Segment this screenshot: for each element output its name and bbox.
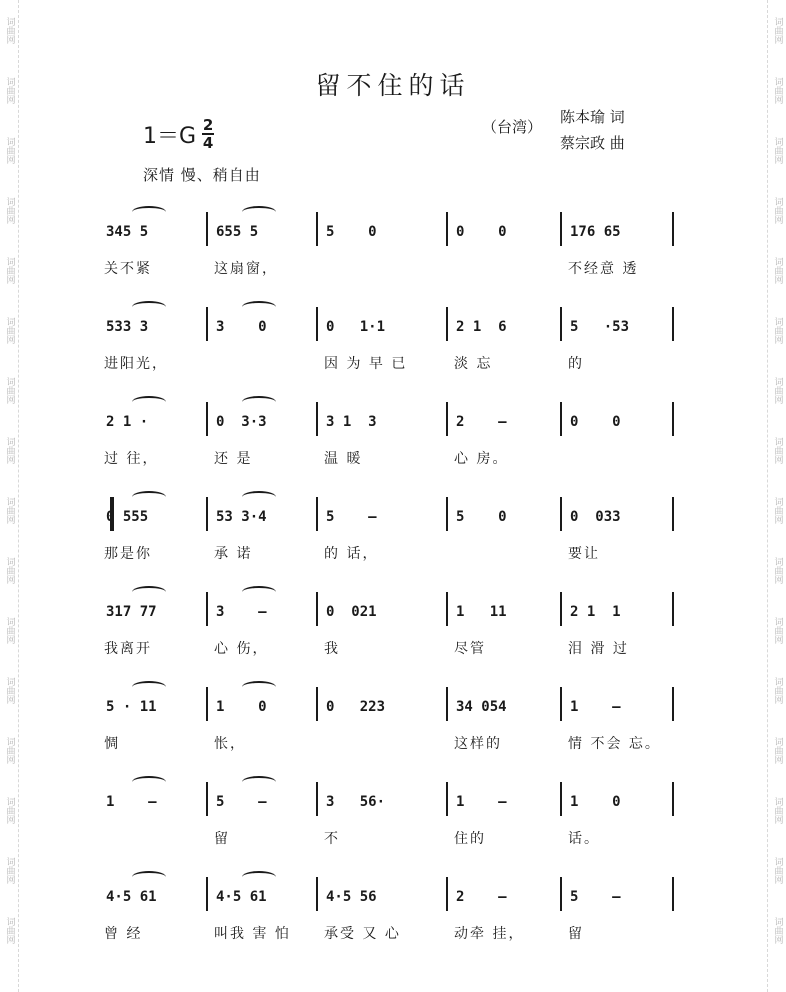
- slur: [132, 491, 166, 503]
- barline: [316, 782, 318, 816]
- measure-notes: 5 —: [570, 889, 621, 905]
- watermark-text: 词曲网: [4, 916, 15, 944]
- measure-notes: 0 1·1: [326, 319, 386, 335]
- barline: [446, 687, 448, 721]
- measure-lyrics: 我离开: [104, 641, 152, 657]
- watermark-text: 词曲网: [4, 136, 15, 164]
- slur: [132, 586, 166, 598]
- measure-lyrics: 这扇窗，: [214, 261, 278, 277]
- watermark-text: 词曲网: [772, 136, 783, 164]
- notes-row: [0, 695, 786, 719]
- measure-notes: 3 1 3: [326, 414, 377, 430]
- watermark-text: 词曲网: [772, 76, 783, 104]
- measure-notes: 4·5 61: [216, 889, 267, 905]
- slur: [242, 681, 276, 693]
- notes-row: [0, 790, 786, 814]
- measure-notes: 0 555: [106, 509, 149, 525]
- barline: [446, 877, 448, 911]
- measure-notes: 0 3·3: [216, 414, 267, 430]
- watermark-text: 词曲网: [4, 196, 15, 224]
- measure-notes: 176 65: [570, 224, 621, 240]
- measure-lyrics: 过 往，: [104, 451, 159, 467]
- measure-notes: 2 —: [456, 414, 507, 430]
- barline: [446, 402, 448, 436]
- time-beats: 2: [202, 116, 214, 134]
- measure-lyrics: 要让: [568, 546, 600, 562]
- barline: [206, 497, 208, 531]
- barline: [672, 212, 674, 246]
- measure-notes: 5 0: [326, 224, 377, 240]
- measure-notes: 0 021: [326, 604, 377, 620]
- barline: [560, 402, 562, 436]
- repeat-start-barline: [110, 497, 114, 531]
- lyrics-row: [0, 733, 786, 755]
- measure-lyrics: 情 不会 忘。: [568, 736, 661, 752]
- barline: [560, 687, 562, 721]
- measure-lyrics: 叫我 害 怕: [214, 926, 291, 942]
- lyricist: 陈本瑜 词: [560, 108, 625, 126]
- watermark-text: 词曲网: [4, 76, 15, 104]
- measure-notes: 4·5 56: [326, 889, 377, 905]
- barline: [560, 307, 562, 341]
- tempo-marking: 深情 慢、稍自由: [143, 166, 261, 184]
- watermark-text: 词曲网: [4, 496, 15, 524]
- slur: [242, 301, 276, 313]
- lyrics-row: [0, 828, 786, 850]
- measure-lyrics: 因 为 早 已: [324, 356, 408, 372]
- measure-lyrics: 的: [568, 356, 584, 372]
- notes-row: [0, 315, 786, 339]
- measure-notes: 5 ·53: [570, 319, 630, 335]
- notes-row: [0, 885, 786, 909]
- measure-lyrics: 惆: [104, 736, 120, 752]
- watermark-text: 词曲网: [772, 16, 783, 44]
- measure-notes: 2 1 1: [570, 604, 621, 620]
- time-signature: [202, 118, 214, 150]
- measure-notes: 2 —: [456, 889, 507, 905]
- slur: [242, 776, 276, 788]
- barline: [316, 212, 318, 246]
- measure-lyrics: 心 房。: [454, 451, 509, 467]
- watermark-text: 词曲网: [4, 376, 15, 404]
- barline: [672, 592, 674, 626]
- measure-notes: 5 0: [456, 509, 507, 525]
- watermark-text: 词曲网: [772, 496, 783, 524]
- measure-lyrics: 曾 经: [104, 926, 143, 942]
- watermark-text: 词曲网: [4, 796, 15, 824]
- barline: [316, 497, 318, 531]
- watermark-text: 词曲网: [772, 316, 783, 344]
- slur: [242, 871, 276, 883]
- lyrics-row: [0, 353, 786, 375]
- watermark-text: 词曲网: [772, 376, 783, 404]
- measure-notes: 0 0: [456, 224, 507, 240]
- measure-notes: 3 56·: [326, 794, 386, 810]
- slur: [132, 776, 166, 788]
- barline: [446, 307, 448, 341]
- measure-notes: 0 223: [326, 699, 386, 715]
- measure-notes: 1 —: [570, 699, 621, 715]
- barline: [206, 212, 208, 246]
- slur: [132, 396, 166, 408]
- barline: [672, 307, 674, 341]
- measure-lyrics: 心 伤，: [214, 641, 269, 657]
- measure-lyrics: 我: [324, 641, 340, 657]
- measure-lyrics: 承受 又 心: [324, 926, 401, 942]
- measure-notes: 4·5 61: [106, 889, 157, 905]
- barline: [560, 497, 562, 531]
- measure-lyrics: 这样的: [454, 736, 502, 752]
- measure-notes: 5 —: [216, 794, 267, 810]
- watermark-text: 词曲网: [772, 616, 783, 644]
- notes-row: [0, 220, 786, 244]
- slur: [242, 586, 276, 598]
- notes-row: [0, 410, 786, 434]
- watermark-text: 词曲网: [4, 436, 15, 464]
- measure-lyrics: 淡 忘: [454, 356, 493, 372]
- measure-lyrics: 的 话，: [324, 546, 379, 562]
- watermark-text: 词曲网: [4, 256, 15, 284]
- measure-notes: 1 0: [216, 699, 267, 715]
- measure-lyrics: 留: [214, 831, 230, 847]
- slur: [242, 491, 276, 503]
- measure-notes: 1 —: [456, 794, 507, 810]
- measure-notes: 53 3·4: [216, 509, 267, 525]
- lyrics-row: [0, 923, 786, 945]
- measure-lyrics: 话。: [568, 831, 600, 847]
- barline: [316, 307, 318, 341]
- measure-notes: 655 5: [216, 224, 259, 240]
- barline: [206, 687, 208, 721]
- measure-notes: 0 0: [570, 414, 621, 430]
- watermark-text: 词曲网: [772, 196, 783, 224]
- barline: [672, 687, 674, 721]
- measure-lyrics: 那是你: [104, 546, 152, 562]
- measure-notes: 317 77: [106, 604, 157, 620]
- watermark-text: 词曲网: [772, 736, 783, 764]
- barline: [560, 782, 562, 816]
- watermark-text: 词曲网: [772, 556, 783, 584]
- barline: [206, 402, 208, 436]
- watermark-text: 词曲网: [4, 556, 15, 584]
- barline: [206, 877, 208, 911]
- slur: [132, 206, 166, 218]
- barline: [672, 402, 674, 436]
- measure-lyrics: 温 暖: [324, 451, 363, 467]
- barline: [560, 212, 562, 246]
- measure-lyrics: 住的: [454, 831, 486, 847]
- slur: [132, 301, 166, 313]
- time-beat-unit: 4: [202, 134, 214, 152]
- measure-lyrics: 尽管: [454, 641, 486, 657]
- composer: 蔡宗政 曲: [560, 134, 625, 152]
- watermark-text: 词曲网: [772, 256, 783, 284]
- measure-lyrics: 泪 滑 过: [568, 641, 629, 657]
- key-signature: [143, 118, 214, 150]
- measure-notes: 0 033: [570, 509, 621, 525]
- barline: [672, 497, 674, 531]
- barline: [316, 402, 318, 436]
- measure-notes: 5 —: [326, 509, 377, 525]
- watermark-text: 词曲网: [4, 316, 15, 344]
- lyrics-row: [0, 448, 786, 470]
- barline: [206, 307, 208, 341]
- notes-row: [0, 505, 786, 529]
- measure-notes: 5 · 11: [106, 699, 157, 715]
- barline: [316, 687, 318, 721]
- lyrics-row: [0, 543, 786, 565]
- credits: [560, 104, 625, 156]
- watermark-text: 词曲网: [4, 616, 15, 644]
- barline: [206, 782, 208, 816]
- measure-lyrics: 不经意 透: [568, 261, 639, 277]
- slur: [242, 206, 276, 218]
- watermark-text: 词曲网: [4, 16, 15, 44]
- measure-lyrics: 还 是: [214, 451, 253, 467]
- barline: [446, 212, 448, 246]
- barline: [560, 592, 562, 626]
- key-text: 1＝G: [143, 123, 197, 149]
- slur: [242, 396, 276, 408]
- measure-notes: 1 0: [570, 794, 621, 810]
- barline: [316, 592, 318, 626]
- watermark-text: 词曲网: [772, 436, 783, 464]
- watermark-text: 词曲网: [772, 916, 783, 944]
- measure-notes: 1 11: [456, 604, 507, 620]
- measure-lyrics: 留: [568, 926, 584, 942]
- barline: [672, 877, 674, 911]
- watermark-text: 词曲网: [772, 856, 783, 884]
- barline: [672, 782, 674, 816]
- watermark-text: 词曲网: [772, 676, 783, 704]
- notes-row: [0, 600, 786, 624]
- measure-notes: 3 —: [216, 604, 267, 620]
- watermark-text: 词曲网: [4, 736, 15, 764]
- barline: [446, 592, 448, 626]
- measure-lyrics: 不: [324, 831, 340, 847]
- barline: [316, 877, 318, 911]
- song-title: 留不住的话: [315, 71, 471, 100]
- measure-notes: 533 3: [106, 319, 149, 335]
- measure-notes: 3 0: [216, 319, 267, 335]
- measure-lyrics: 关不紧: [104, 261, 152, 277]
- watermark-text: 词曲网: [4, 856, 15, 884]
- origin-label: （台湾）: [482, 118, 543, 136]
- measure-lyrics: 承 诺: [214, 546, 253, 562]
- measure-notes: 1 —: [106, 794, 157, 810]
- measure-notes: 34 054: [456, 699, 507, 715]
- slur: [132, 871, 166, 883]
- watermark-text: 词曲网: [4, 676, 15, 704]
- barline: [206, 592, 208, 626]
- barline: [446, 497, 448, 531]
- slur: [132, 681, 166, 693]
- measure-notes: 345 5: [106, 224, 149, 240]
- measure-notes: 2 1 ·: [106, 414, 149, 430]
- measure-lyrics: 动牵 挂，: [454, 926, 525, 942]
- measure-lyrics: 怅，: [214, 736, 246, 752]
- measure-notes: 2 1 6: [456, 319, 507, 335]
- watermark-text: 词曲网: [772, 796, 783, 824]
- barline: [446, 782, 448, 816]
- lyrics-row: [0, 638, 786, 660]
- barline: [560, 877, 562, 911]
- measure-lyrics: 进阳光，: [104, 356, 168, 372]
- lyrics-row: [0, 258, 786, 280]
